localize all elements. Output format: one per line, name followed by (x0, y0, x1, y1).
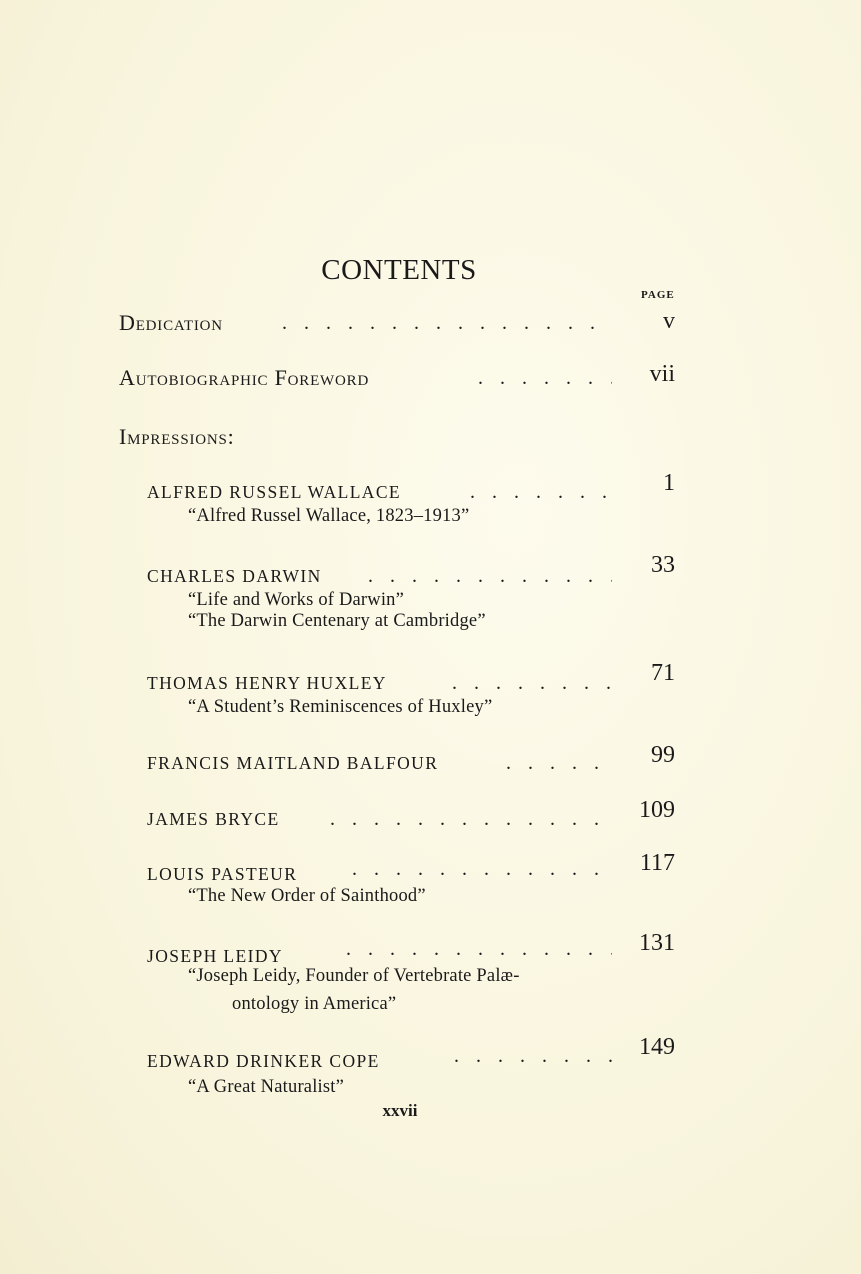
toc-entry-name: JAMES BRYCE (147, 809, 280, 829)
toc-entry-page: 117 (639, 850, 675, 876)
dot-leader (470, 481, 612, 505)
toc-entry-page: 99 (651, 742, 675, 768)
toc-essay-title: ontology in America” (232, 994, 397, 1014)
dot-leader (506, 752, 612, 776)
dot-leader (478, 367, 612, 393)
toc-entry-name: THOMAS HENRY HUXLEY (147, 673, 387, 693)
toc-entry-page: 1 (663, 470, 675, 496)
toc-essay-title: “The New Order of Sainthood” (188, 886, 426, 906)
toc-essay-title: “Alfred Russel Wallace, 1823–1913” (188, 506, 470, 526)
dot-leader (452, 672, 612, 696)
toc-foreword-label: Autobiographic Foreword (119, 365, 370, 390)
toc-essay-title: “Joseph Leidy, Founder of Vertebrate Palæ- (188, 966, 520, 986)
toc-entry-name: ALFRED RUSSEL WALLACE (147, 482, 401, 502)
dot-leader (282, 312, 612, 338)
toc-entry-page: 131 (639, 930, 675, 956)
toc-entry-page: 33 (651, 552, 675, 578)
dot-leader (346, 938, 612, 962)
toc-foreword-page: vii (649, 361, 675, 387)
dot-leader (454, 1045, 612, 1069)
toc-essay-title: “Life and Works of Darwin” (188, 590, 405, 610)
dot-leader (330, 808, 612, 832)
toc-essay-title: “A Great Naturalist” (188, 1077, 345, 1097)
toc-entry-name: CHARLES DARWIN (147, 566, 322, 586)
toc-entry-page: 71 (651, 660, 675, 686)
toc-entry-name: JOSEPH LEIDY (147, 946, 283, 966)
toc-dedication-label: Dedication (119, 310, 223, 335)
toc-entry-name: FRANCIS MAITLAND BALFOUR (147, 753, 439, 773)
toc-essay-title: “The Darwin Centenary at Cambridge” (188, 611, 486, 631)
page-folio: xxvii (382, 1101, 418, 1120)
toc-entry-name: EDWARD DRINKER COPE (147, 1051, 380, 1071)
dot-leader (368, 565, 612, 589)
contents-heading: CONTENTS (321, 254, 477, 286)
dot-leader (352, 858, 612, 882)
toc-section-impressions: Impressions: (119, 424, 235, 449)
toc-entry-name: LOUIS PASTEUR (147, 864, 298, 884)
page-column-label: PAGE (641, 289, 675, 301)
toc-entry-page: 149 (639, 1034, 675, 1060)
toc-dedication-page: v (663, 308, 675, 334)
toc-essay-title: “A Student’s Reminiscences of Huxley” (188, 697, 493, 717)
toc-entry-page: 109 (639, 797, 675, 823)
